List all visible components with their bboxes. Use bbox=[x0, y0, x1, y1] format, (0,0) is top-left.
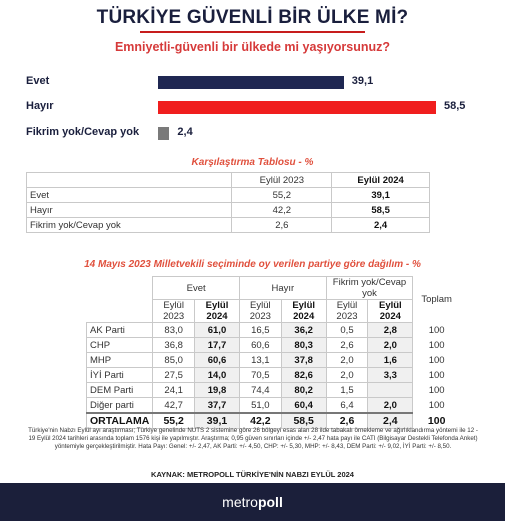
table-cell: 2,8 bbox=[368, 323, 413, 338]
party-sub-2024: Eylül 2024 bbox=[195, 300, 240, 323]
table-cell: 0,5 bbox=[326, 323, 368, 338]
table-cell: 100 bbox=[428, 354, 445, 366]
table-cell: 58,5 bbox=[281, 413, 326, 429]
table-cell: 37,7 bbox=[195, 398, 240, 414]
table-cell: 2,6 bbox=[326, 413, 368, 429]
table-row bbox=[87, 323, 456, 338]
table-cell: 80,2 bbox=[281, 383, 326, 398]
bar-value-label: 2,4 bbox=[177, 126, 193, 138]
table-cell: Hayır bbox=[27, 203, 232, 218]
party-sub-2024: Eylül 2024 bbox=[368, 300, 413, 323]
comparison-table bbox=[26, 172, 430, 233]
table-cell: 2,0 bbox=[368, 338, 413, 353]
table-cell: Fikrim yok/Cevap yok bbox=[27, 218, 232, 233]
table-cell: 55,2 bbox=[232, 188, 332, 203]
source-line: KAYNAK: METROPOLL TÜRKİYE'NİN NABZI EYLÜL 2024 bbox=[151, 470, 354, 479]
table-cell: 1,6 bbox=[368, 353, 413, 368]
table-cell: 70,5 bbox=[239, 368, 281, 383]
table-cell: İYİ Parti bbox=[87, 368, 153, 383]
table-cell: 100 bbox=[428, 369, 445, 381]
party-table-title: 14 Mayıs 2023 Milletvekili seçiminde oy verilen partiye göre dağılım - % bbox=[84, 259, 421, 270]
party-table bbox=[86, 276, 455, 429]
title-underline bbox=[140, 31, 365, 33]
table-cell: 100 bbox=[428, 384, 445, 396]
table-cell: 60,6 bbox=[239, 338, 281, 353]
party-header-empty bbox=[87, 277, 153, 323]
table-cell: 42,7 bbox=[153, 398, 195, 414]
table-cell: 100 bbox=[428, 339, 445, 351]
bar-value-label: 58,5 bbox=[444, 100, 466, 112]
table-cell: 36,8 bbox=[153, 338, 195, 353]
table-cell: 39,1 bbox=[332, 188, 430, 203]
table-cell: 1,5 bbox=[326, 383, 368, 398]
table-cell: 100 bbox=[427, 414, 446, 427]
table-cell: CHP bbox=[87, 338, 153, 353]
table-cell: 13,1 bbox=[239, 353, 281, 368]
metropoll-logo: metropoll bbox=[222, 494, 283, 510]
party-group-evet: Evet bbox=[153, 277, 240, 300]
bar-value-label: 39,1 bbox=[351, 75, 374, 87]
comparison-header-empty bbox=[27, 173, 232, 188]
table-cell: 39,1 bbox=[195, 413, 240, 429]
table-cell: 2,6 bbox=[326, 338, 368, 353]
table-cell: 100 bbox=[428, 324, 445, 336]
bar bbox=[158, 101, 436, 114]
table-cell: 2,0 bbox=[326, 368, 368, 383]
bar-label: Evet bbox=[26, 75, 50, 87]
table-cell: DEM Parti bbox=[87, 383, 153, 398]
table-cell: 6,4 bbox=[326, 398, 368, 414]
table-cell: 2,4 bbox=[332, 218, 430, 233]
table-cell: 36,2 bbox=[281, 323, 326, 338]
table-cell: 37,8 bbox=[281, 353, 326, 368]
table-cell: 82,6 bbox=[281, 368, 326, 383]
party-header-total: Toplam bbox=[421, 294, 452, 305]
table-cell: 100 bbox=[428, 399, 445, 411]
page-title: TÜRKİYE GÜVENLİ BİR ÜLKE Mİ? bbox=[96, 7, 409, 28]
party-group-fikrim: Fikrim yok/Cevap yok bbox=[326, 277, 413, 300]
table-cell: 85,0 bbox=[153, 353, 195, 368]
table-cell: 55,2 bbox=[153, 413, 195, 429]
table-cell: 58,5 bbox=[332, 203, 430, 218]
bar-label: Fikrim yok/Cevap yok bbox=[26, 126, 140, 138]
table-cell: ORTALAMA bbox=[87, 413, 153, 429]
table-cell: MHP bbox=[87, 353, 153, 368]
table-cell: 83,0 bbox=[153, 323, 195, 338]
table-cell: 3,3 bbox=[368, 368, 413, 383]
bar-label: Hayır bbox=[26, 100, 54, 112]
table-cell: 60,6 bbox=[195, 353, 240, 368]
table-cell: 42,2 bbox=[239, 413, 281, 429]
table-cell: 16,5 bbox=[239, 323, 281, 338]
table-cell: 24,1 bbox=[153, 383, 195, 398]
table-cell: 19,8 bbox=[195, 383, 240, 398]
table-row bbox=[27, 188, 430, 203]
table-cell bbox=[368, 383, 413, 398]
comparison-header-2024: Eylül 2024 bbox=[332, 173, 430, 188]
party-group-hayir: Hayır bbox=[239, 277, 326, 300]
comparison-header-2023: Eylül 2023 bbox=[232, 173, 332, 188]
table-cell: 60,4 bbox=[281, 398, 326, 414]
table-cell: 2,4 bbox=[368, 413, 413, 429]
table-cell: 61,0 bbox=[195, 323, 240, 338]
table-cell: Diğer parti bbox=[87, 398, 153, 414]
table-cell: AK Parti bbox=[87, 323, 153, 338]
table-cell: 14,0 bbox=[195, 368, 240, 383]
table-cell: 27,5 bbox=[153, 368, 195, 383]
party-sub-2023: Eylül 2023 bbox=[153, 300, 195, 323]
comparison-title: Karşılaştırma Tablosu - % bbox=[191, 157, 314, 168]
bar bbox=[158, 76, 344, 89]
bar bbox=[158, 127, 169, 140]
table-cell: 74,4 bbox=[239, 383, 281, 398]
table-row bbox=[27, 218, 430, 233]
table-cell: 2,6 bbox=[232, 218, 332, 233]
party-sub-2023: Eylül 2023 bbox=[239, 300, 281, 323]
table-row bbox=[27, 203, 430, 218]
methodology-footnote: Türkiye'nin Nabzı Eylül ayı araştırması; Türkiye genelinde NUTS 2 sistemine göre 26 bölgeyi esas alan 28 ilde tabakalı örnekleme ve ağırlıklandırma yöntemi ile 12 - 19 Eylül 2024 tarihleri arasında toplam 1576 kişi ile yapılmıştır. Araştırma; 0,95 güven sınırları içinde +/- 2,47 hata payı ile CATI (Bilgisayar Destekli Telefonda Anket) yöntemiyle gerçekleştirilmiştir. Hata Payı: Genel: +/- 2,47, AK Parti: +/- 4,50, CHP: +/- 5,30, MHP: +/- 8,43, DEM Parti: +/- 9,02, İYİ Parti: +/- 8,50. bbox=[28, 427, 478, 450]
table-cell: Evet bbox=[27, 188, 232, 203]
survey-question: Emniyetli-güvenli bir ülkede mi yaşıyorsunuz? bbox=[114, 40, 391, 54]
table-row bbox=[87, 353, 456, 368]
table-cell: 80,3 bbox=[281, 338, 326, 353]
table-row bbox=[87, 368, 456, 383]
table-cell: 51,0 bbox=[239, 398, 281, 414]
table-cell: 2,0 bbox=[326, 353, 368, 368]
party-sub-2024: Eylül 2024 bbox=[281, 300, 326, 323]
party-sub-2023: Eylül 2023 bbox=[326, 300, 368, 323]
table-cell: 17,7 bbox=[195, 338, 240, 353]
table-row bbox=[87, 383, 456, 398]
table-cell: 42,2 bbox=[232, 203, 332, 218]
table-cell: 2,0 bbox=[368, 398, 413, 414]
table-row bbox=[87, 338, 456, 353]
table-row bbox=[87, 398, 456, 414]
